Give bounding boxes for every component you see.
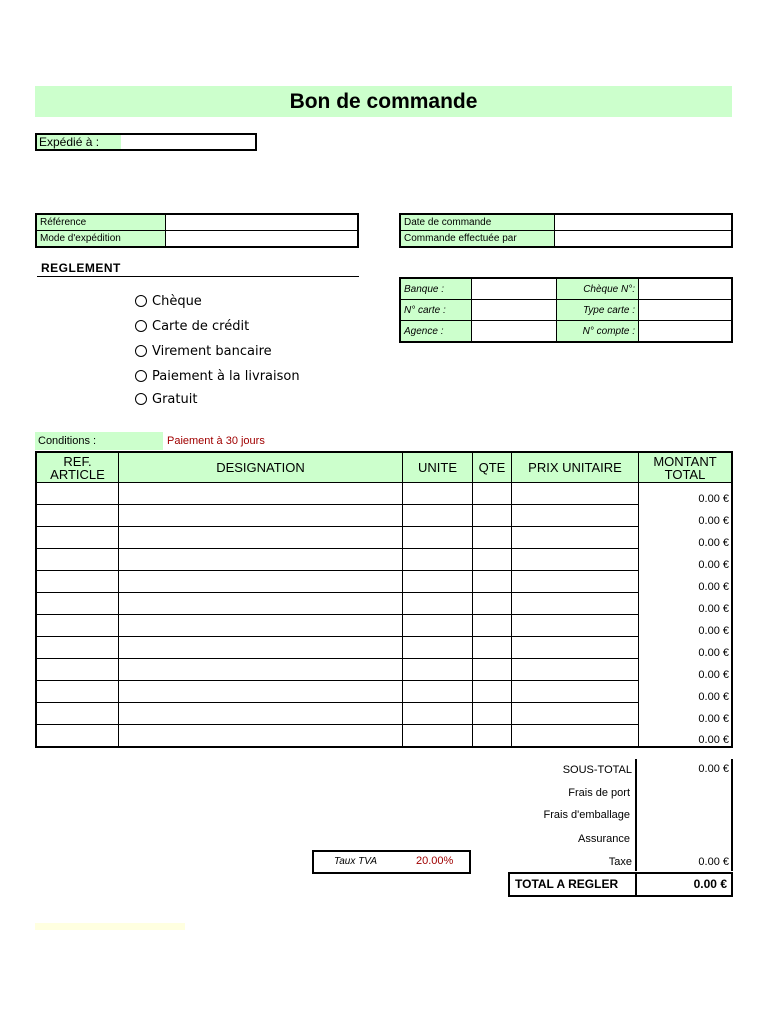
designation-cell[interactable] <box>119 681 403 703</box>
designation-cell[interactable] <box>119 659 403 681</box>
vat-rate-value[interactable]: 20.00% <box>416 855 454 867</box>
unit-cell[interactable] <box>403 593 473 615</box>
ref-cell[interactable] <box>36 505 119 527</box>
unit-price-cell[interactable] <box>512 527 639 549</box>
account-number-label: N° compte : <box>557 321 639 343</box>
vat-rate-label: Taux TVA <box>334 856 377 867</box>
account-number-field[interactable] <box>639 321 733 343</box>
radio-icon[interactable] <box>135 345 147 357</box>
unit-cell[interactable] <box>403 549 473 571</box>
designation-cell[interactable] <box>119 615 403 637</box>
unit-price-cell[interactable] <box>512 637 639 659</box>
unit-cell[interactable] <box>403 571 473 593</box>
table-row <box>36 615 732 637</box>
bank-details-table <box>399 277 733 343</box>
tax-label: Taxe <box>608 856 632 868</box>
table-row <box>36 231 358 248</box>
payment-option-label: Virement bancaire <box>152 343 272 359</box>
ref-cell[interactable] <box>36 725 119 748</box>
note-cell <box>35 923 185 930</box>
payment-option-label: Carte de crédit <box>152 318 250 334</box>
line-total-cell: 0.00 € <box>639 527 733 549</box>
line-total-cell: 0.00 € <box>639 703 733 725</box>
line-total-cell: 0.00 € <box>639 725 733 748</box>
unit-price-cell[interactable] <box>512 615 639 637</box>
tax-value: 0.00 € <box>698 856 729 868</box>
column-header-unit-price: PRIX UNITAIRE <box>512 452 639 483</box>
ref-cell[interactable] <box>36 527 119 549</box>
column-header-qty: QTE <box>473 452 512 483</box>
line-total-cell: 0.00 € <box>639 615 733 637</box>
payment-option-bank-transfer[interactable] <box>135 341 272 361</box>
ref-cell[interactable] <box>36 681 119 703</box>
table-header-row <box>36 452 732 483</box>
page-title: Bon de commande <box>35 86 732 117</box>
payment-option-cash-on-delivery[interactable] <box>135 366 300 386</box>
ship-to-field[interactable] <box>35 133 257 151</box>
table-row <box>400 231 732 248</box>
summary-values-column <box>635 759 733 871</box>
unit-cell[interactable] <box>403 527 473 549</box>
unit-price-cell[interactable] <box>512 703 639 725</box>
table-row <box>36 505 732 527</box>
order-info-left <box>35 213 359 248</box>
table-row <box>36 483 732 505</box>
unit-price-cell[interactable] <box>512 681 639 703</box>
qty-cell[interactable] <box>473 637 512 659</box>
line-total-cell: 0.00 € <box>639 637 733 659</box>
qty-cell[interactable] <box>473 483 512 505</box>
table-row <box>400 214 732 231</box>
qty-cell[interactable] <box>473 571 512 593</box>
payment-option-credit-card[interactable] <box>135 316 249 336</box>
payment-option-free[interactable] <box>135 389 197 409</box>
table-row <box>36 637 732 659</box>
table-row <box>36 703 732 725</box>
table-row <box>36 549 732 571</box>
bank-field[interactable] <box>472 278 557 300</box>
shipping-cost-label: Frais de port <box>568 787 630 799</box>
qty-cell[interactable] <box>473 615 512 637</box>
ref-cell[interactable] <box>36 615 119 637</box>
ref-cell[interactable] <box>36 637 119 659</box>
card-type-label: Type carte : <box>557 300 639 321</box>
order-info-right <box>399 213 733 248</box>
line-total-cell: 0.00 € <box>639 571 733 593</box>
subtotal-label: SOUS-TOTAL <box>562 764 632 776</box>
ordered-by-label: Commande effectuée par <box>400 231 555 248</box>
unit-price-cell[interactable] <box>512 593 639 615</box>
table-row <box>36 527 732 549</box>
table-row <box>36 593 732 615</box>
packaging-cost-label: Frais d'emballage <box>543 809 630 821</box>
table-row <box>36 681 732 703</box>
qty-cell[interactable] <box>473 703 512 725</box>
payment-option-label: Chèque <box>152 293 202 309</box>
unit-cell[interactable] <box>403 483 473 505</box>
order-lines-table <box>35 451 733 748</box>
insurance-label: Assurance <box>578 833 630 845</box>
ordered-by-field[interactable] <box>555 231 733 248</box>
table-row <box>400 278 732 300</box>
line-total-cell: 0.00 € <box>639 483 733 505</box>
unit-cell[interactable] <box>403 505 473 527</box>
qty-cell[interactable] <box>473 505 512 527</box>
reference-label: Référence <box>36 214 166 231</box>
table-row <box>400 321 732 343</box>
payment-option-label: Paiement à la livraison <box>152 368 300 384</box>
unit-cell[interactable] <box>403 615 473 637</box>
unit-cell[interactable] <box>403 637 473 659</box>
unit-price-cell[interactable] <box>512 725 639 748</box>
table-row <box>36 214 358 231</box>
line-total-cell: 0.00 € <box>639 681 733 703</box>
unit-price-cell[interactable] <box>512 549 639 571</box>
vat-rate-box <box>312 850 471 874</box>
unit-price-cell[interactable] <box>512 483 639 505</box>
subtotal-value: 0.00 € <box>698 763 729 775</box>
cheque-number-label: Chèque N°: <box>557 278 639 300</box>
unit-cell[interactable] <box>403 681 473 703</box>
line-total-cell: 0.00 € <box>639 593 733 615</box>
unit-cell[interactable] <box>403 703 473 725</box>
ref-cell[interactable] <box>36 549 119 571</box>
table-row <box>36 659 732 681</box>
ref-cell[interactable] <box>36 659 119 681</box>
table-row <box>400 300 732 321</box>
unit-cell[interactable] <box>403 725 473 748</box>
ref-cell[interactable] <box>36 571 119 593</box>
qty-cell[interactable] <box>473 725 512 748</box>
ref-cell[interactable] <box>36 483 119 505</box>
designation-cell[interactable] <box>119 703 403 725</box>
unit-price-cell[interactable] <box>512 505 639 527</box>
designation-cell[interactable] <box>119 571 403 593</box>
agency-label: Agence : <box>400 321 472 343</box>
radio-icon[interactable] <box>135 393 147 405</box>
column-header-ref: REF. ARTICLE <box>36 452 119 483</box>
designation-cell[interactable] <box>119 505 403 527</box>
table-row <box>36 725 732 748</box>
qty-cell[interactable] <box>473 681 512 703</box>
agency-field[interactable] <box>472 321 557 343</box>
order-date-field[interactable] <box>555 214 733 231</box>
column-header-designation: DESIGNATION <box>119 452 403 483</box>
payment-section-title: REGLEMENT <box>37 261 359 277</box>
payment-option-cheque[interactable] <box>135 291 202 311</box>
qty-cell[interactable] <box>473 593 512 615</box>
qty-cell[interactable] <box>473 549 512 571</box>
ref-cell[interactable] <box>36 703 119 725</box>
designation-cell[interactable] <box>119 483 403 505</box>
table-row <box>36 571 732 593</box>
radio-icon[interactable] <box>135 370 147 382</box>
qty-cell[interactable] <box>473 659 512 681</box>
column-header-total: MONTANT TOTAL <box>639 452 733 483</box>
column-header-unit: UNITE <box>403 452 473 483</box>
unit-price-cell[interactable] <box>512 659 639 681</box>
payment-option-label: Gratuit <box>152 391 198 407</box>
unit-price-cell[interactable] <box>512 571 639 593</box>
bank-label: Banque : <box>400 278 472 300</box>
card-type-field[interactable] <box>639 300 733 321</box>
conditions-label: Conditions : <box>35 432 163 450</box>
designation-cell[interactable] <box>119 549 403 571</box>
radio-icon[interactable] <box>135 320 147 332</box>
line-total-cell: 0.00 € <box>639 549 733 571</box>
unit-cell[interactable] <box>403 659 473 681</box>
ship-to-label: Expédié à : <box>37 135 121 149</box>
shipping-mode-label: Mode d'expédition <box>36 231 166 248</box>
radio-icon[interactable] <box>135 295 147 307</box>
line-total-cell: 0.00 € <box>639 659 733 681</box>
ref-cell[interactable] <box>36 593 119 615</box>
grand-total-label: TOTAL A REGLER <box>508 872 637 897</box>
card-number-field[interactable] <box>472 300 557 321</box>
reference-field[interactable] <box>166 214 359 231</box>
conditions-value: Paiement à 30 jours <box>167 435 265 447</box>
designation-cell[interactable] <box>119 593 403 615</box>
shipping-mode-field[interactable] <box>166 231 359 248</box>
grand-total-value: 0.00 € <box>635 872 733 897</box>
designation-cell[interactable] <box>119 637 403 659</box>
designation-cell[interactable] <box>119 527 403 549</box>
designation-cell[interactable] <box>119 725 403 748</box>
card-number-label: N° carte : <box>400 300 472 321</box>
line-total-cell: 0.00 € <box>639 505 733 527</box>
qty-cell[interactable] <box>473 527 512 549</box>
order-date-label: Date de commande <box>400 214 555 231</box>
cheque-number-field[interactable] <box>639 278 733 300</box>
